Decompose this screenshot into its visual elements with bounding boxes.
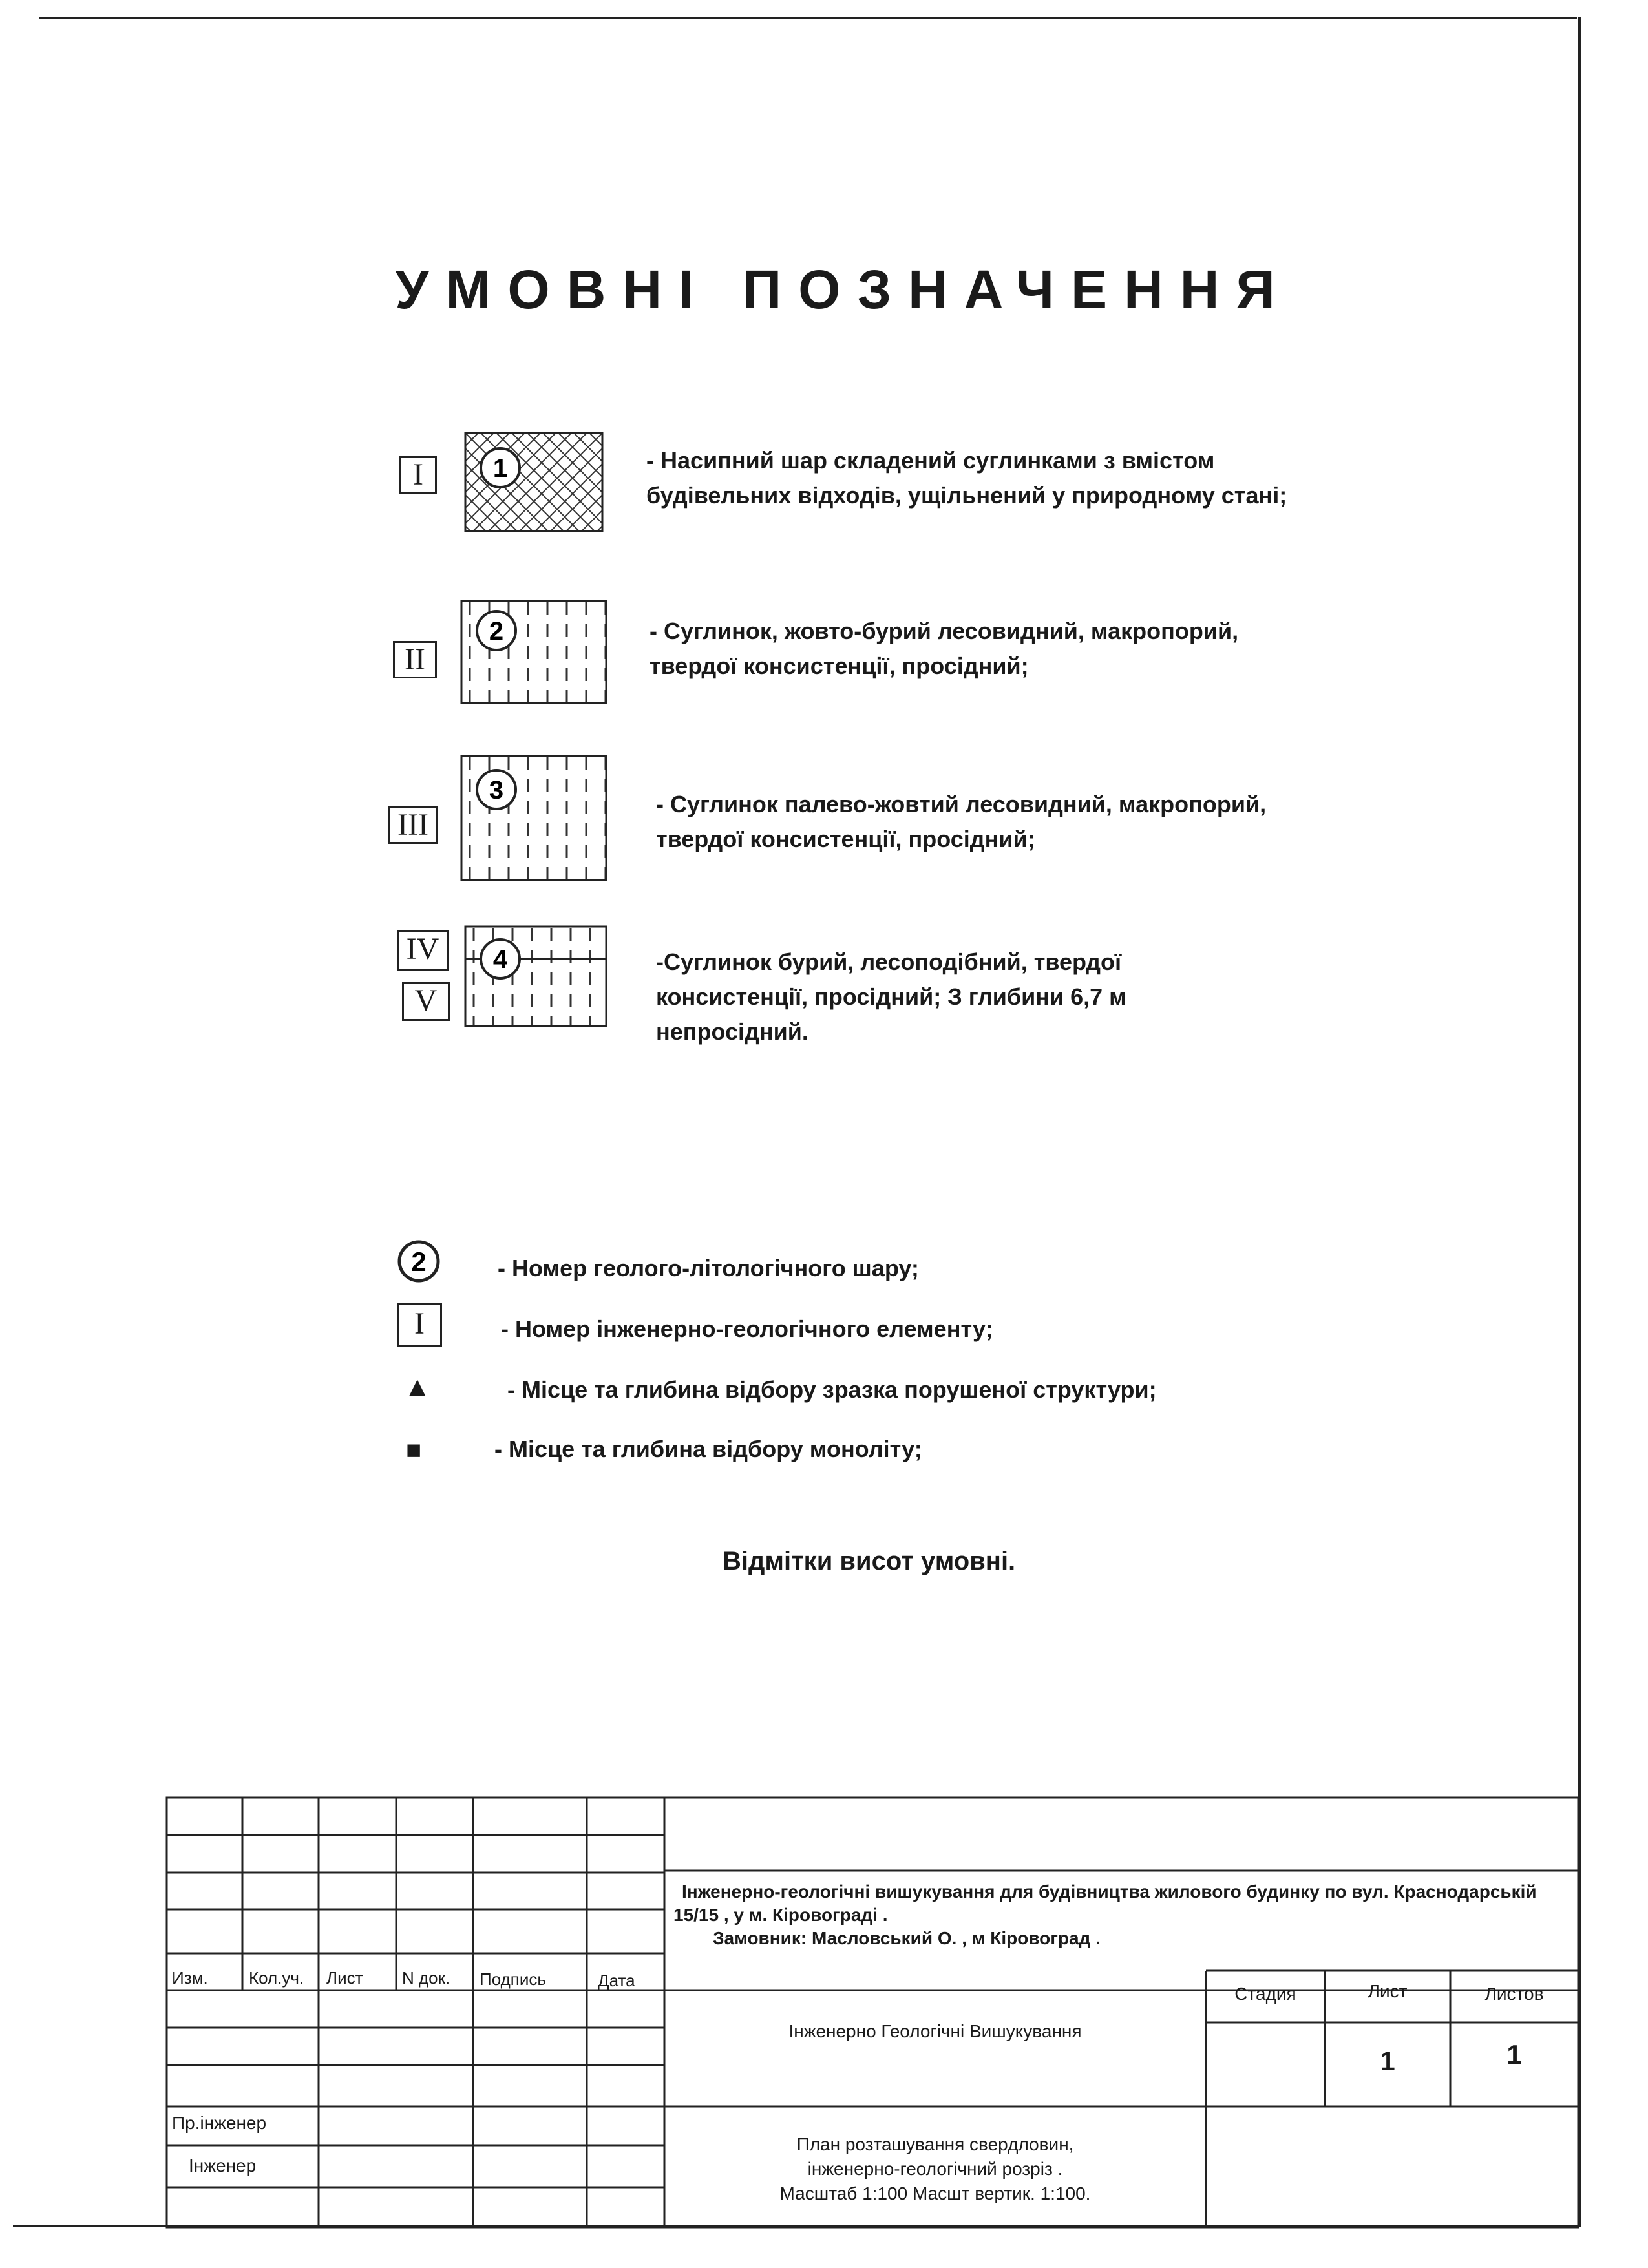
ige-box-5: V: [402, 982, 450, 1021]
layer-number-2: 2: [489, 617, 504, 646]
triangle-icon: ▲: [403, 1371, 432, 1403]
legend-text-2: - Суглинок, жовто-бурий лесовидний, макропорий, твердої консистенції, просідний;: [650, 618, 1239, 679]
header-data: Дата: [598, 1971, 635, 1990]
legend-text-4: -Суглинок бурий, лесоподібний, твердої консистенції, просідний; З глибини 6,7 м непросідний.: [656, 949, 1126, 1045]
header-kol-uch: Кол.уч.: [249, 1968, 304, 1988]
stage-label: Стадия: [1234, 1984, 1296, 2004]
sheets-value: 1: [1506, 2039, 1522, 2070]
page-title: УМОВНІ ПОЗНАЧЕННЯ: [395, 259, 1292, 320]
sheet-value: 1: [1380, 2046, 1395, 2076]
ige-box-1: I: [399, 456, 437, 494]
role-engineer: Інженер: [189, 2156, 257, 2176]
symbol-text-3: - Місце та глибина відбору зразка порушеної структури;: [507, 1376, 1157, 1403]
layer-number-4: 4: [492, 945, 508, 974]
role-chief-engineer: Пр.інженер: [172, 2113, 267, 2133]
project-description: Інженерно-геологічні вишукування для будівництва жилового будинку по вул. Краснодарській 15/15 , у м. Кіровограді . Замовник: Масловський О. , м Кіровоград .: [673, 1882, 1537, 1948]
drawing-title: План розташування свердловин, інженерно-геологічний розріз . Масштаб 1:100 Масшт вертик. 1:100.: [779, 2134, 1091, 2203]
elevation-note: Відмітки висот умовні.: [723, 1547, 1016, 1575]
sheets-label: Листов: [1484, 1984, 1544, 2004]
sheet-label: Лист: [1368, 1981, 1408, 2001]
ige-box-4: IV: [397, 930, 449, 971]
symbol-text-4: - Місце та глибина відбору моноліту;: [494, 1436, 922, 1462]
symbol-text-2: - Номер інженерно-геологічного елементу;: [501, 1316, 993, 1342]
svg-text:2: 2: [411, 1246, 427, 1277]
layer-number-1: 1: [492, 454, 508, 483]
symbol-text-1: - Номер геолого-літологічного шару;: [498, 1255, 919, 1281]
square-icon: ■: [406, 1436, 422, 1464]
header-podpis: Подпись: [480, 1969, 546, 1989]
header-n-dok: N док.: [402, 1968, 450, 1988]
work-title: Інженерно Геологічні Вишукування: [788, 2021, 1082, 2041]
legend-text-1: - Насипний шар складений суглинками з вмістом будівельних відходів, ущільнений у природному стані;: [646, 447, 1287, 509]
ige-box-3: III: [388, 806, 438, 844]
boxed-roman-icon: I: [397, 1303, 442, 1347]
legend-text-3: - Суглинок палево-жовтий лесовидний, макропорий, твердої консистенції, просідний;: [656, 791, 1267, 852]
layer-number-3: 3: [489, 776, 504, 804]
header-izm: Изм.: [172, 1968, 208, 1988]
header-list: Лист: [326, 1968, 363, 1988]
ige-box-2: II: [393, 641, 437, 678]
